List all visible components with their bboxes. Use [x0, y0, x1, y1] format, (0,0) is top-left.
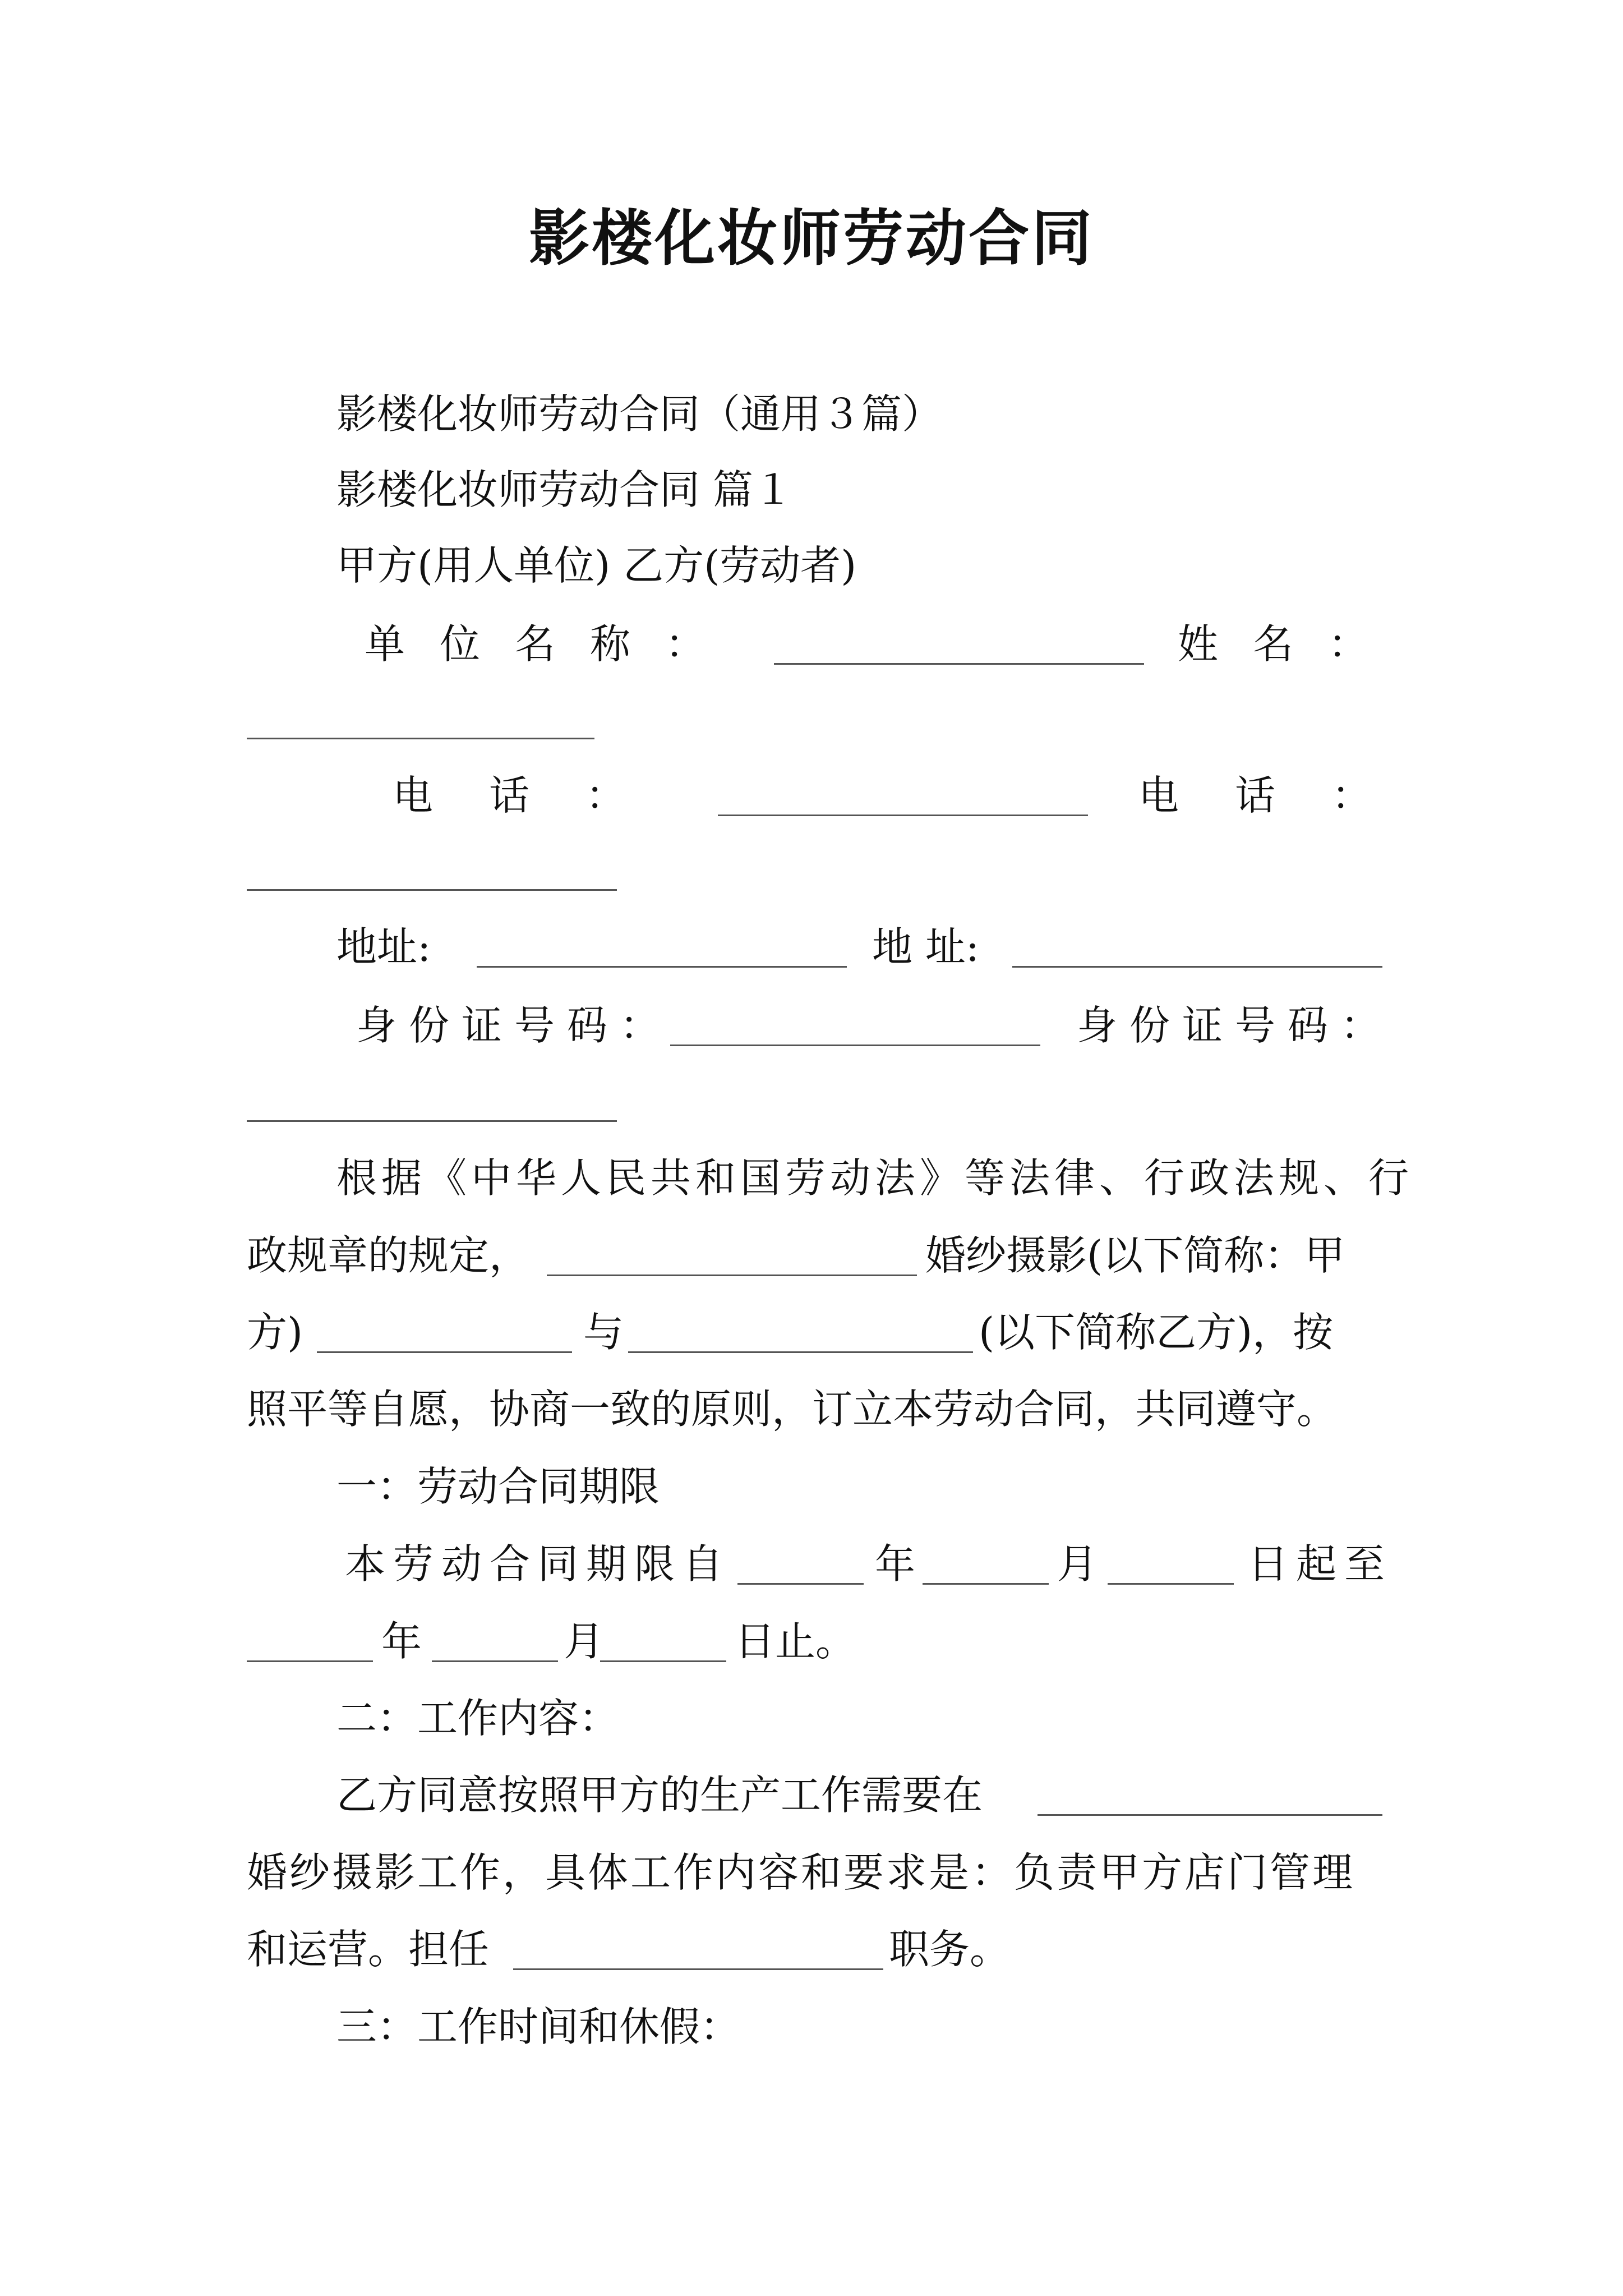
- start-month-field[interactable]: [923, 1583, 1049, 1585]
- clause-1-text: 本劳动合同期限自: [345, 1540, 731, 1588]
- preamble-line-3b: 与: [583, 1309, 624, 1356]
- preamble-blank-2[interactable]: [317, 1351, 572, 1353]
- start-day-label: 日起至: [1248, 1540, 1393, 1588]
- name-field[interactable]: [247, 738, 594, 739]
- address-field[interactable]: [477, 966, 847, 968]
- phone-label-2: 电话：: [1138, 772, 1428, 819]
- position-field[interactable]: [513, 1968, 883, 1970]
- preamble-blank-3[interactable]: [628, 1351, 973, 1353]
- parties-line: 甲方(用人单位) 乙方(劳动者): [336, 542, 857, 589]
- phone-field[interactable]: [718, 815, 1088, 816]
- address-label-2: 地 址:: [872, 923, 980, 970]
- end-year-field[interactable]: [247, 1660, 373, 1662]
- end-month-label: 月: [564, 1618, 605, 1665]
- document-subtitle: 影楼化妆师劳动合同（通用３篇）: [336, 390, 943, 438]
- id-label-2: 身份证号码：: [1077, 1002, 1394, 1049]
- end-month-field[interactable]: [432, 1660, 558, 1662]
- end-day-field[interactable]: [600, 1660, 726, 1662]
- clause-3-heading: 三：工作时间和休假：: [336, 2003, 741, 2050]
- id-field-2[interactable]: [247, 1120, 617, 1122]
- preamble-blank-1[interactable]: [547, 1274, 917, 1276]
- clause-2-line-3b: 职务。: [889, 1926, 1011, 1973]
- clause-2-line-3a: 和运营。担任: [247, 1926, 490, 1973]
- start-year-field[interactable]: [737, 1583, 864, 1585]
- document-title: 影楼化妆师劳动合同: [528, 203, 1094, 274]
- end-year-label: 年: [381, 1618, 422, 1665]
- preamble-line-3a: 方): [247, 1309, 303, 1356]
- section-heading: 影楼化妆师劳动合同 篇１: [336, 466, 794, 513]
- clause-1-heading: 一：劳动合同期限: [336, 1463, 660, 1510]
- phone-field-2[interactable]: [247, 889, 617, 891]
- start-month-label: 月: [1057, 1540, 1098, 1588]
- preamble-line-3c: (以下简称乙方)，按: [979, 1309, 1334, 1356]
- preamble-line-1: 根据《中华人民共和国劳动法》等法律、行政法规、行: [336, 1154, 1414, 1202]
- start-day-field[interactable]: [1108, 1583, 1234, 1585]
- phone-label: 电话：: [393, 772, 683, 819]
- clause-2-heading: 二：工作内容：: [336, 1695, 620, 1742]
- id-field[interactable]: [670, 1045, 1040, 1046]
- address-label: 地址:: [336, 923, 431, 970]
- start-year-label: 年: [875, 1540, 916, 1588]
- preamble-line-2a: 政规章的规定，: [247, 1232, 530, 1279]
- unit-name-field[interactable]: [774, 663, 1144, 665]
- clause-2-line-2: 婚纱摄影工作，具体工作内容和要求是：负责甲方店门管理: [247, 1849, 1355, 1896]
- name-label: 姓名：: [1178, 620, 1404, 668]
- work-location-field[interactable]: [1038, 1814, 1382, 1816]
- address-field-2[interactable]: [1012, 966, 1382, 968]
- end-day-label: 日止。: [735, 1618, 856, 1665]
- clause-2-line-1: 乙方同意按照甲方的生产工作需要在: [336, 1772, 983, 1819]
- preamble-line-2b: 婚纱摄影(以下简称：甲: [925, 1232, 1345, 1279]
- preamble-line-4: 照平等自愿，协商一致的原则，订立本劳动合同，共同遵守。: [247, 1386, 1338, 1433]
- id-label: 身份证号码：: [356, 1002, 673, 1049]
- unit-name-label: 单位名称：: [365, 620, 741, 668]
